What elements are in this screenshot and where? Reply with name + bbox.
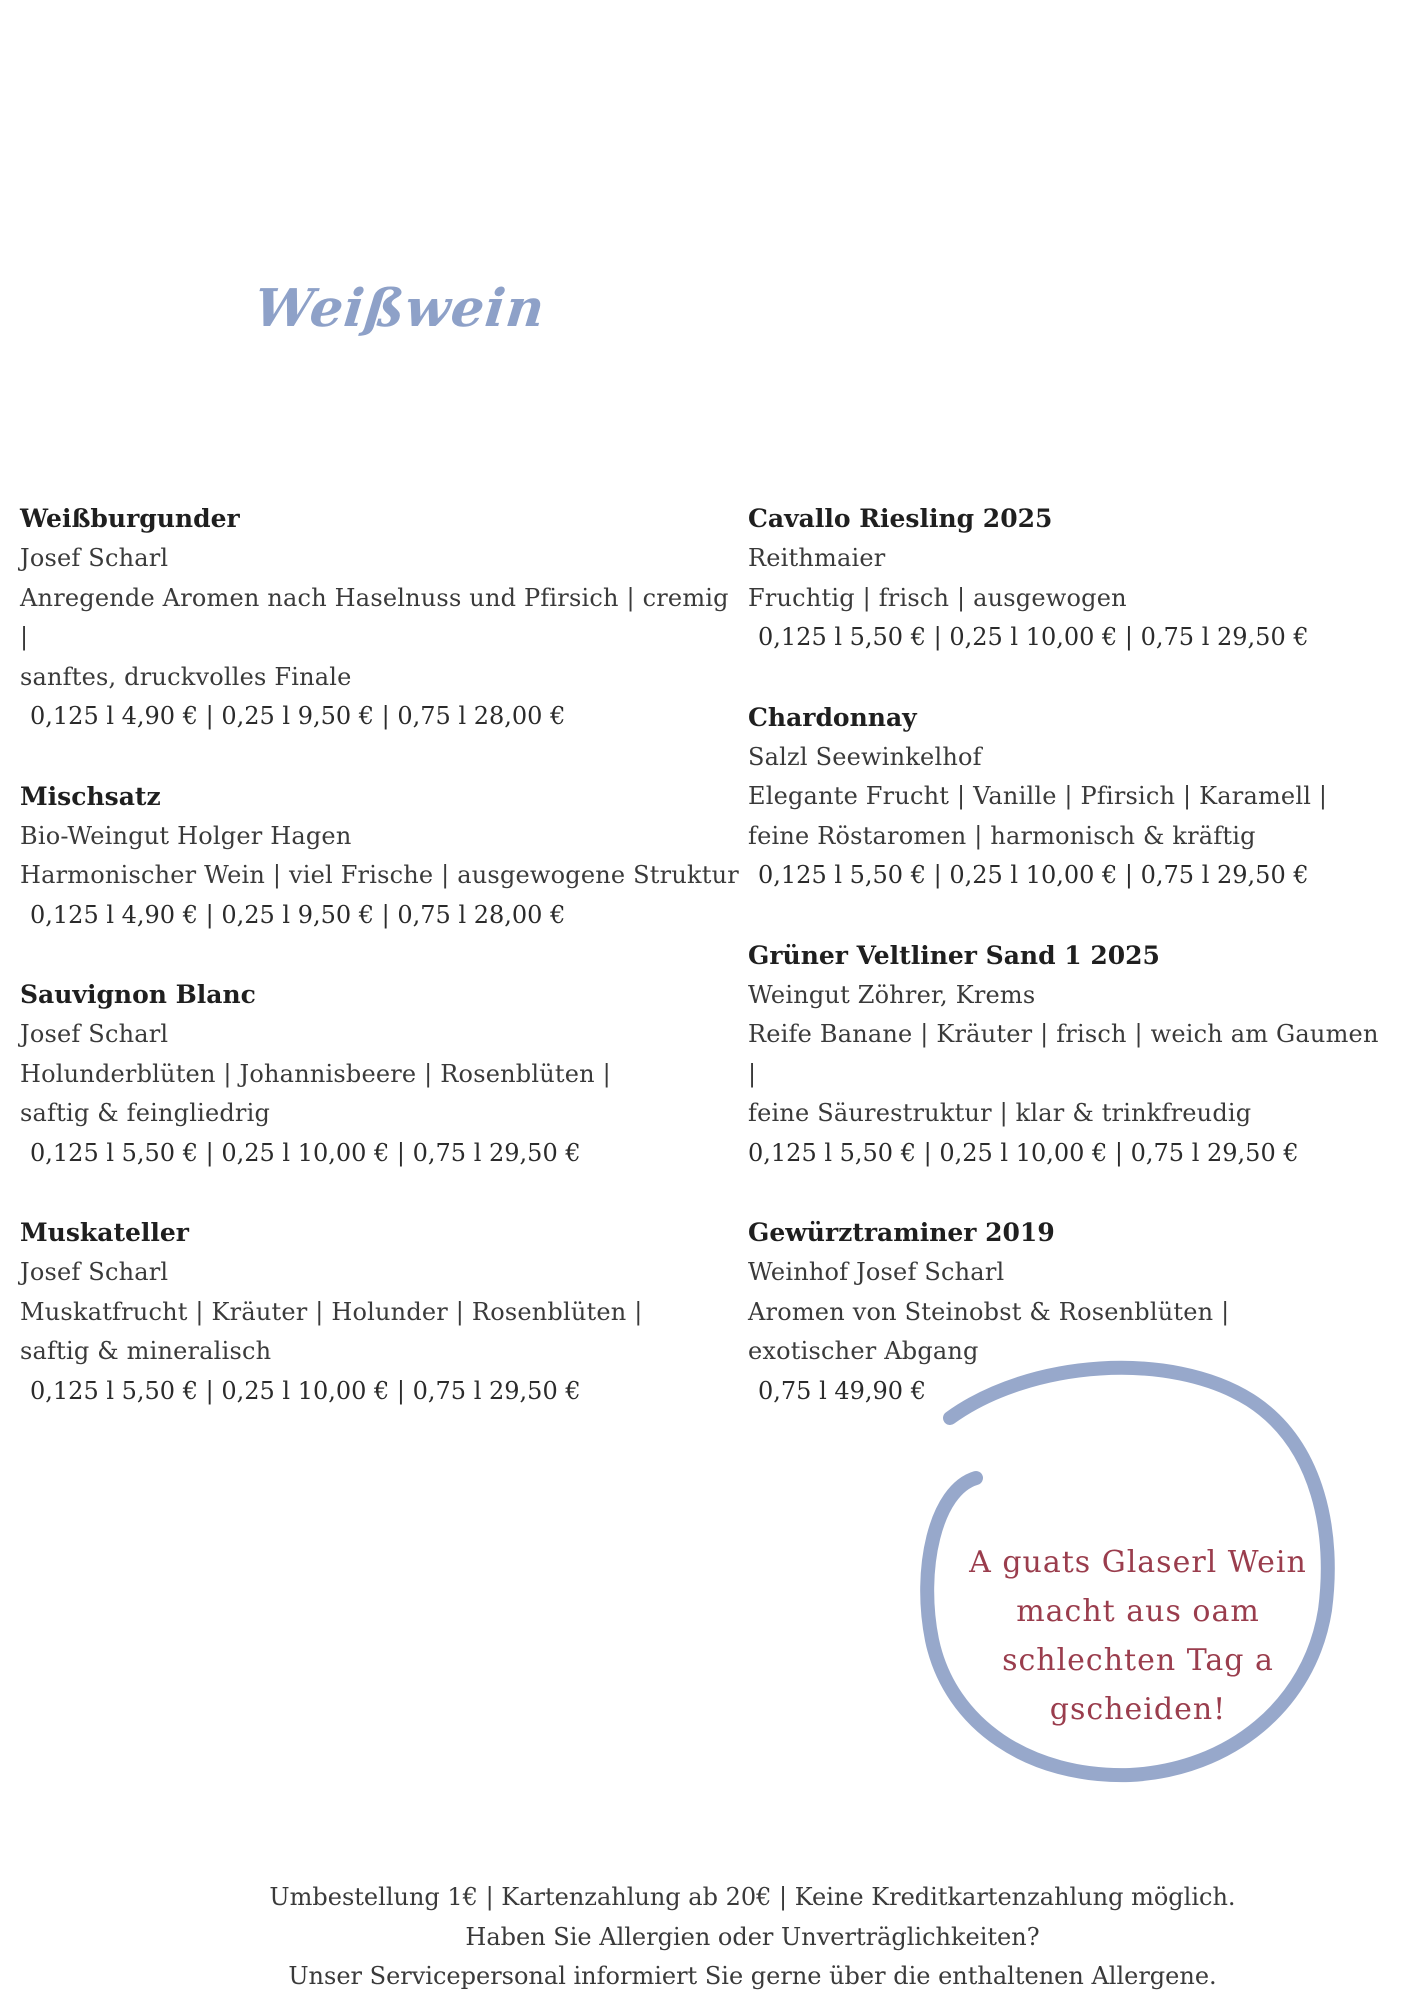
wine-entry — [748, 698, 1388, 896]
wine-description: Anregende Aromen nach Haselnuss und Pfirsich | cremig | — [20, 583, 729, 651]
footer-line: Haben Sie Allergien oder Unverträglichkeiten? — [465, 1922, 1040, 1951]
wine-name: Gewürztraminer 2019 — [748, 1218, 1055, 1247]
wine-price: 0,125 l 5,50 € | 0,25 l 10,00 € | 0,75 l 29,50 € — [748, 1138, 1299, 1167]
wine-description: Aromen von Steinobst & Rosenblüten | — [748, 1297, 1230, 1326]
wine-producer: Josef Scharl — [20, 1020, 169, 1048]
wine-description: Fruchtig | frisch | ausgewogen — [748, 583, 1127, 612]
quote-line: A guats Glaserl Wein — [969, 1545, 1307, 1580]
wine-description: saftig & feingliedrig — [20, 1099, 271, 1127]
wine-producer: Reithmaier — [748, 544, 886, 572]
quote-line: macht aus oam — [1016, 1594, 1260, 1629]
wine-entry — [748, 936, 1388, 1174]
wine-name: Mischsatz — [20, 781, 161, 811]
wine-producer: Salzl Seewinkelhof — [748, 742, 982, 771]
wine-entry — [748, 499, 1388, 658]
wine-description: Elegante Frucht | Vanille | Pfirsich | Karamell | — [748, 782, 1328, 810]
wine-description: feine Röstaromen | harmonisch & kräftig — [748, 821, 1256, 850]
wine-description: saftig & mineralisch — [20, 1337, 272, 1365]
wine-description: Muskatfrucht | Kräuter | Holunder | Rosenblüten | — [20, 1297, 643, 1326]
wine-name: Weißburgunder — [20, 504, 240, 533]
quote-line: schlechten Tag a — [1002, 1643, 1274, 1678]
wine-description: Holunderblüten | Johannisbeere | Rosenblüten | — [20, 1059, 611, 1088]
wine-name: Chardonnay — [748, 702, 917, 732]
wine-name: Sauvignon Blanc — [20, 980, 256, 1009]
wine-entry — [20, 777, 740, 936]
wine-producer: Bio-Weingut Holger Hagen — [20, 821, 352, 850]
wine-price: 0,125 l 5,50 € | 0,25 l 10,00 € | 0,75 l 29,50 € — [30, 1138, 581, 1167]
quote-text — [948, 1538, 1328, 1734]
wine-entry — [20, 1213, 740, 1411]
wine-producer: Josef Scharl — [20, 1258, 169, 1286]
wine-price: 0,125 l 5,50 € | 0,25 l 10,00 € | 0,75 l 29,50 € — [758, 623, 1309, 651]
wine-description: feine Säurestruktur | klar & trinkfreudig — [748, 1099, 1252, 1127]
wine-description: sanftes, druckvolles Finale — [20, 662, 352, 691]
wine-list-left — [20, 499, 740, 1411]
wine-name: Cavallo Riesling 2025 — [748, 504, 1053, 533]
wine-producer: Weinhof Josef Scharl — [748, 1258, 1005, 1286]
wine-entry — [20, 975, 740, 1173]
wine-producer: Josef Scharl — [20, 544, 169, 572]
wine-price: 0,75 l 49,90 € — [758, 1376, 926, 1405]
wine-entry — [20, 499, 740, 737]
wine-description: Reife Banane | Kräuter | frisch | weich am Gaumen | — [748, 1020, 1379, 1088]
wine-name: Muskateller — [20, 1218, 189, 1247]
quote-line: gscheiden! — [1049, 1692, 1227, 1727]
wine-name: Grüner Veltliner Sand 1 2025 — [748, 940, 1160, 970]
wine-price: 0,125 l 4,90 € | 0,25 l 9,50 € | 0,75 l 28,00 € — [30, 702, 566, 730]
wine-list-right — [748, 499, 1388, 1411]
wine-producer: Weingut Zöhrer, Krems — [748, 980, 1036, 1009]
wine-description: Harmonischer Wein | viel Frische | ausgewogene Struktur — [20, 861, 739, 889]
wine-price: 0,125 l 5,50 € | 0,25 l 10,00 € | 0,75 l 29,50 € — [30, 1376, 581, 1405]
footer-line: Umbestellung 1€ | Kartenzahlung ab 20€ | Keine Kreditkartenzahlung möglich. — [269, 1883, 1236, 1911]
footer-line: Unser Servicepersonal informiert Sie gerne über die enthaltenen Allergene. — [288, 1962, 1217, 1990]
footer-notice — [0, 1878, 1415, 1997]
wine-price: 0,125 l 5,50 € | 0,25 l 10,00 € | 0,75 l 29,50 € — [758, 861, 1309, 889]
wine-price: 0,125 l 4,90 € | 0,25 l 9,50 € | 0,75 l 28,00 € — [30, 900, 566, 929]
page-title: Weißwein — [251, 278, 549, 339]
wine-description: exotischer Abgang — [748, 1337, 979, 1365]
